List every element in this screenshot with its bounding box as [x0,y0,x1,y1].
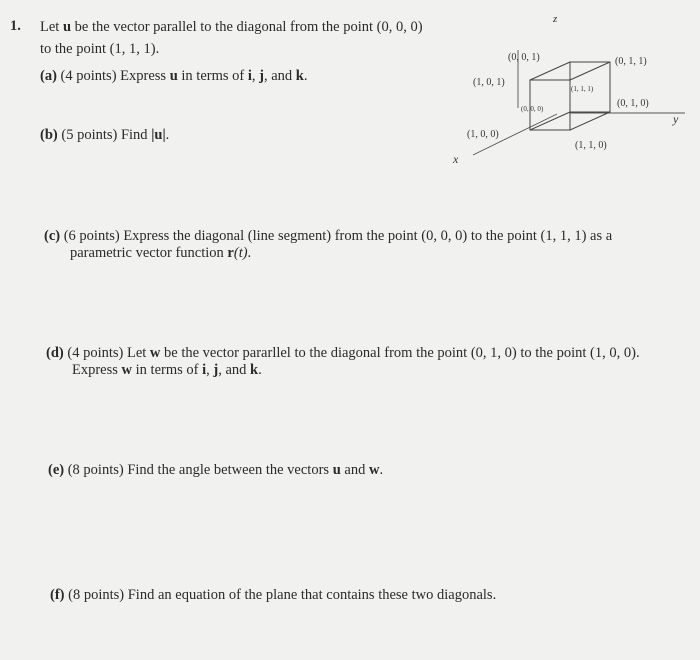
part-d-text: Express [72,362,122,378]
axis-x-label: x [453,152,459,166]
part-d-text: be the vector pararllel to the diagonal from the point (0, 1, 0) to the point (1, 0, 0). [160,345,640,361]
part-f-points: (8 points) [68,587,125,603]
vector-u: u [332,462,341,478]
vertex-label-001: (0, 0, 1) [508,52,540,63]
separator: , and [218,362,251,378]
part-e-label: (e) [48,462,65,478]
part-e-text: Find the angle between the vectors [127,462,333,478]
cube-edge [530,62,570,80]
period: . [247,245,252,261]
part-f-text: Find an equation of the plane that contains these two diagonals. [127,587,497,603]
intro-text: be the vector parallel to the diagonal from the point (0, 0, 0) [71,19,423,35]
part-d-text: in terms of [132,362,203,378]
part-a-label: (a) [40,68,57,84]
vector-w: w [149,345,161,361]
vector-u: u [62,19,72,35]
part-b-points: (5 points) [61,127,118,143]
part-f-label: (f) [50,587,65,603]
magnitude-u: |u| [151,127,166,143]
part-d-label: (d) [46,345,64,361]
unit-j: j [213,362,219,378]
axis-z-label: z [553,13,558,25]
vertex-label-111: (1, 1, 1) [571,85,594,93]
parameter-t: (t) [233,245,248,261]
vertex-label-011: (0, 1, 1) [615,56,647,67]
unit-k: k [250,362,259,378]
part-c-line1 [44,227,612,245]
part-d-line2 [72,361,262,379]
unit-j: j [259,68,264,84]
problem-number: 1. [10,18,21,34]
problem-intro-line1 [40,18,423,36]
part-d-points: (4 points) [67,345,124,361]
part-a-text: Express [120,68,170,84]
part-b [40,126,169,144]
period: . [303,68,308,84]
unit-k: k [295,68,304,84]
period: . [258,362,262,378]
vector-w: w [121,362,133,378]
part-d-text: Let [126,345,150,361]
cube-edge [570,62,610,80]
part-d-line1 [46,344,640,362]
problem-intro-line2: to the point (1, 1, 1). [40,41,160,57]
part-c-label: (c) [44,228,61,244]
part-a-text: in terms of [177,68,248,84]
part-b-label: (b) [40,127,58,143]
unit-i: i [247,68,252,84]
part-c-text: parametric vector function [70,245,228,261]
cube-edge [530,112,570,130]
part-c-text: Express the diagonal (line segment) from the point (0, 0, 0) to the point (1, 1, 1) as a [123,228,613,244]
separator: , [251,68,260,84]
intro-text: Let [40,19,63,35]
vector-u: u [169,68,178,84]
part-e [48,461,383,479]
cube-edge [570,112,610,130]
part-f [50,586,496,604]
vertex-label-101: (1, 0, 1) [473,77,505,88]
part-e-points: (8 points) [67,462,124,478]
vertex-label-100: (1, 0, 0) [467,129,499,140]
part-e-text: and [340,462,369,478]
vector-w: w [368,462,380,478]
unit-cube-figure [445,10,695,180]
period: . [379,462,384,478]
vertex-label-110: (1, 1, 0) [575,140,607,151]
vertex-label-000: (0, 0, 0) [521,105,544,113]
period: . [165,127,170,143]
vector-function-r: r [227,245,234,261]
part-a-points: (4 points) [60,68,117,84]
vertex-label-010: (0, 1, 0) [617,98,649,109]
separator: , and [263,68,296,84]
unit-i: i [202,362,207,378]
part-b-text: Find [120,127,152,143]
separator: , [206,362,214,378]
part-a [40,67,308,85]
axis-y-label: y [673,112,679,126]
part-c-line2 [70,244,251,262]
part-c-points: (6 points) [63,228,120,244]
